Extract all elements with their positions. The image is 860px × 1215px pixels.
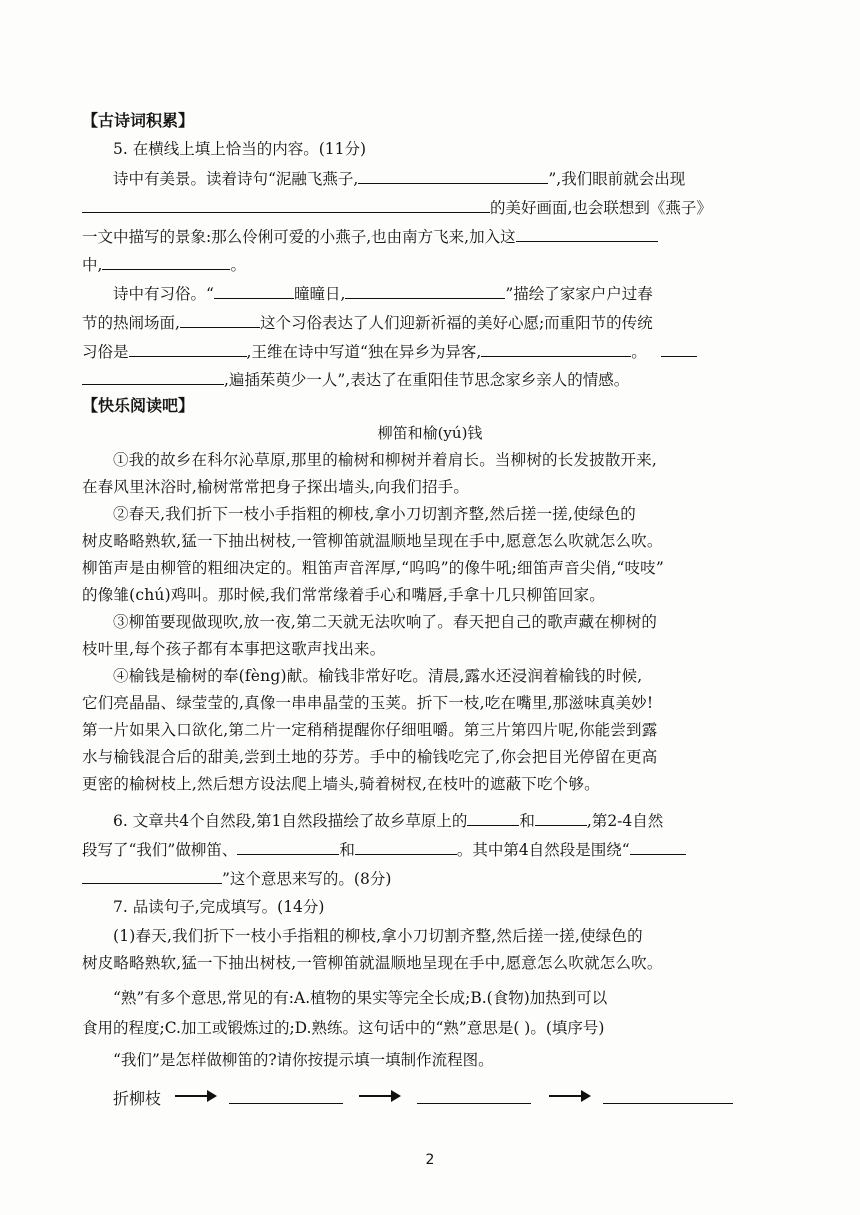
answer-blank[interactable] [237, 839, 339, 855]
passage-para2-line4: 的像雏(chú)鸡叫。那时候,我们常常缘着手心和嘴唇,手拿十几只柳笛回家。 [82, 586, 605, 604]
answer-blank[interactable] [535, 810, 587, 826]
q7-sentence-line1: (1)春天,我们折下一枝小手指粗的柳枝,拿小刀切割齐整,然后搓一搓,使绿色的 [113, 927, 643, 945]
q7-meaning-line1: “熟”有多个意思,常见的有:A.植物的果实等完全长成;B.(食物)加热到可以 [113, 989, 608, 1007]
q5-text: 习俗是 [82, 343, 129, 361]
q5-line-6 [82, 312, 782, 333]
passage-para4-line1: ④榆钱是榆树的奉(fèng)献。榆钱非常好吃。清晨,露水还浸润着榆钱的时候, [113, 667, 643, 685]
answer-blank[interactable] [481, 341, 631, 357]
q7-sentence-line2: 树皮略略熟软,猛一下抽出树枝,一管柳笛就温顺地呈现在手中,愿意怎么吹就怎么吹。 [82, 954, 663, 972]
q6-line-1 [113, 810, 813, 831]
answer-blank[interactable] [82, 868, 222, 884]
q5-line-8 [82, 369, 782, 390]
q5-line-1 [113, 168, 813, 189]
passage-para4-line4: 水与榆钱混合后的甜美,尝到土地的芬芳。手中的榆钱吃完了,你会把目光停留在更高 [82, 748, 658, 766]
q5-text: 曈曈日, [293, 285, 346, 303]
q6-text: 和 [519, 812, 535, 830]
q5-line-7 [82, 341, 782, 362]
passage-para2-line1: ②春天,我们折下一枝小手指粗的柳枝,拿小刀切割齐整,然后搓一搓,使绿色的 [113, 505, 636, 523]
answer-blank[interactable] [129, 341, 247, 357]
question-7-prompt: 7. 品读句子,完成填写。(14分) [113, 898, 325, 916]
answer-blank[interactable] [180, 312, 260, 328]
q5-text: 中, [82, 256, 103, 274]
passage-para3-line1: ③柳笛要现做现吹,放一夜,第二天就无法吹响了。春天把自己的歌声藏在柳树的 [113, 613, 658, 631]
passage-title: 柳笛和榆(yú)钱 [377, 424, 483, 442]
q5-text: 诗中有美景。读着诗句“泥融飞燕子, [113, 170, 359, 188]
q5-text: 这个习俗表达了人们迎新祈福的美好心愿;而重阳节的传统 [259, 314, 653, 332]
q5-text: 。 [631, 343, 647, 361]
page-number: 2 [425, 1152, 435, 1168]
q6-text: ”这个意思来写的。(8分) [222, 870, 392, 888]
q5-text: 节的热闹场面, [82, 314, 180, 332]
passage-para1-line1: ①我的故乡在科尔沁草原,那里的榆树和柳树并着肩长。当柳树的长发披散开来, [113, 451, 658, 469]
passage-para1-line2: 在春风里沐浴时,榆树常常把身子探出墙头,向我们招手。 [82, 478, 470, 496]
answer-blank[interactable] [82, 369, 224, 385]
q7-meaning-line2: 食用的程度;C.加工或锻炼过的;D.熟练。这句话中的“熟”意思是( )。(填序号) [82, 1019, 605, 1037]
passage-para3-line2: 枝叶里,每个孩子都有本事把这歌声找出来。 [82, 640, 386, 658]
section-heading-poetry: 【古诗词积累】 [82, 111, 195, 130]
q5-line-3 [82, 226, 782, 247]
flow-start-label: 折柳枝 [113, 1089, 162, 1108]
answer-blank[interactable] [214, 283, 294, 299]
q5-text: 。 [230, 256, 246, 274]
answer-blank[interactable] [102, 254, 230, 270]
q6-text: 段写了“我们”做柳笛、 [82, 841, 238, 859]
q5-text: 一文中描写的景象:那么伶俐可爱的小燕子,也由南方飞来,加入这 [82, 228, 516, 246]
arrow-right-icon [549, 1095, 589, 1097]
passage-para4-line5: 更密的榆树枝上,然后想方设法爬上墙头,骑着树杈,在枝叶的遮蔽下吃个够。 [82, 775, 600, 793]
passage-para4-line2: 它们亮晶晶、绿莹莹的,真像一串串晶莹的玉荚。折下一枝,吃在嘴里,那滋味真美妙! [82, 694, 654, 712]
q5-text: 的美好画面,也会联想到《燕子》 [490, 199, 712, 217]
q7-flow-question: “我们”是怎样做柳笛的?请你按提示填一填制作流程图。 [113, 1051, 494, 1069]
passage-para4-line3: 第一片如果入口欲化,第二片一定稍稍提醒你仔细咀嚼。第三片第四片呢,你能尝到露 [82, 721, 658, 739]
q6-text: 和 [339, 841, 355, 859]
answer-blank[interactable] [82, 197, 490, 213]
answer-blank[interactable] [467, 810, 519, 826]
question-5-prompt: 5. 在横线上填上恰当的内容。(11分) [113, 140, 367, 158]
arrow-right-icon [359, 1095, 399, 1097]
q6-line-3 [82, 868, 782, 889]
flow-blank-1[interactable] [229, 1103, 343, 1104]
section-heading-reading: 【快乐阅读吧】 [82, 396, 195, 415]
q6-text: ,第2-4自然 [586, 812, 664, 830]
q5-line-5 [113, 283, 813, 304]
answer-blank[interactable] [355, 839, 457, 855]
q5-text: 诗中有习俗。“ [113, 285, 214, 303]
q5-text: ,遍插茱萸少一人”,表达了在重阳佳节思念家乡亲人的情感。 [224, 371, 630, 389]
flow-blank-3[interactable] [603, 1103, 733, 1104]
q6-line-2 [82, 839, 782, 860]
arrow-right-icon [175, 1095, 215, 1097]
answer-blank[interactable] [358, 168, 548, 184]
answer-blank[interactable] [516, 226, 658, 242]
answer-blank[interactable] [630, 839, 686, 855]
q5-text: ”描绘了家家户户过春 [505, 285, 653, 303]
q5-line-2 [82, 197, 782, 218]
q5-text: ,王维在诗中写道“独在异乡为异客, [246, 343, 482, 361]
passage-para2-line2: 树皮略略熟软,猛一下抽出树枝,一管柳笛就温顺地呈现在手中,愿意怎么吹就怎么吹。 [82, 532, 663, 550]
passage-para2-line3: 柳笛声是由柳管的粗细决定的。粗笛声音浑厚,“呜呜”的像牛吼;细笛声音尖俏,“吱吱” [82, 559, 664, 577]
flowchart [113, 1086, 753, 1110]
q5-line-4 [82, 254, 782, 275]
q5-text: ”,我们眼前就会出现 [548, 170, 686, 188]
q6-text: 。其中第4自然段是围绕“ [456, 841, 630, 859]
answer-blank[interactable] [661, 341, 697, 357]
q6-text: 6. 文章共4个自然段,第1自然段描绘了故乡草原上的 [113, 812, 468, 830]
answer-blank[interactable] [345, 283, 505, 299]
flow-blank-2[interactable] [417, 1103, 531, 1104]
